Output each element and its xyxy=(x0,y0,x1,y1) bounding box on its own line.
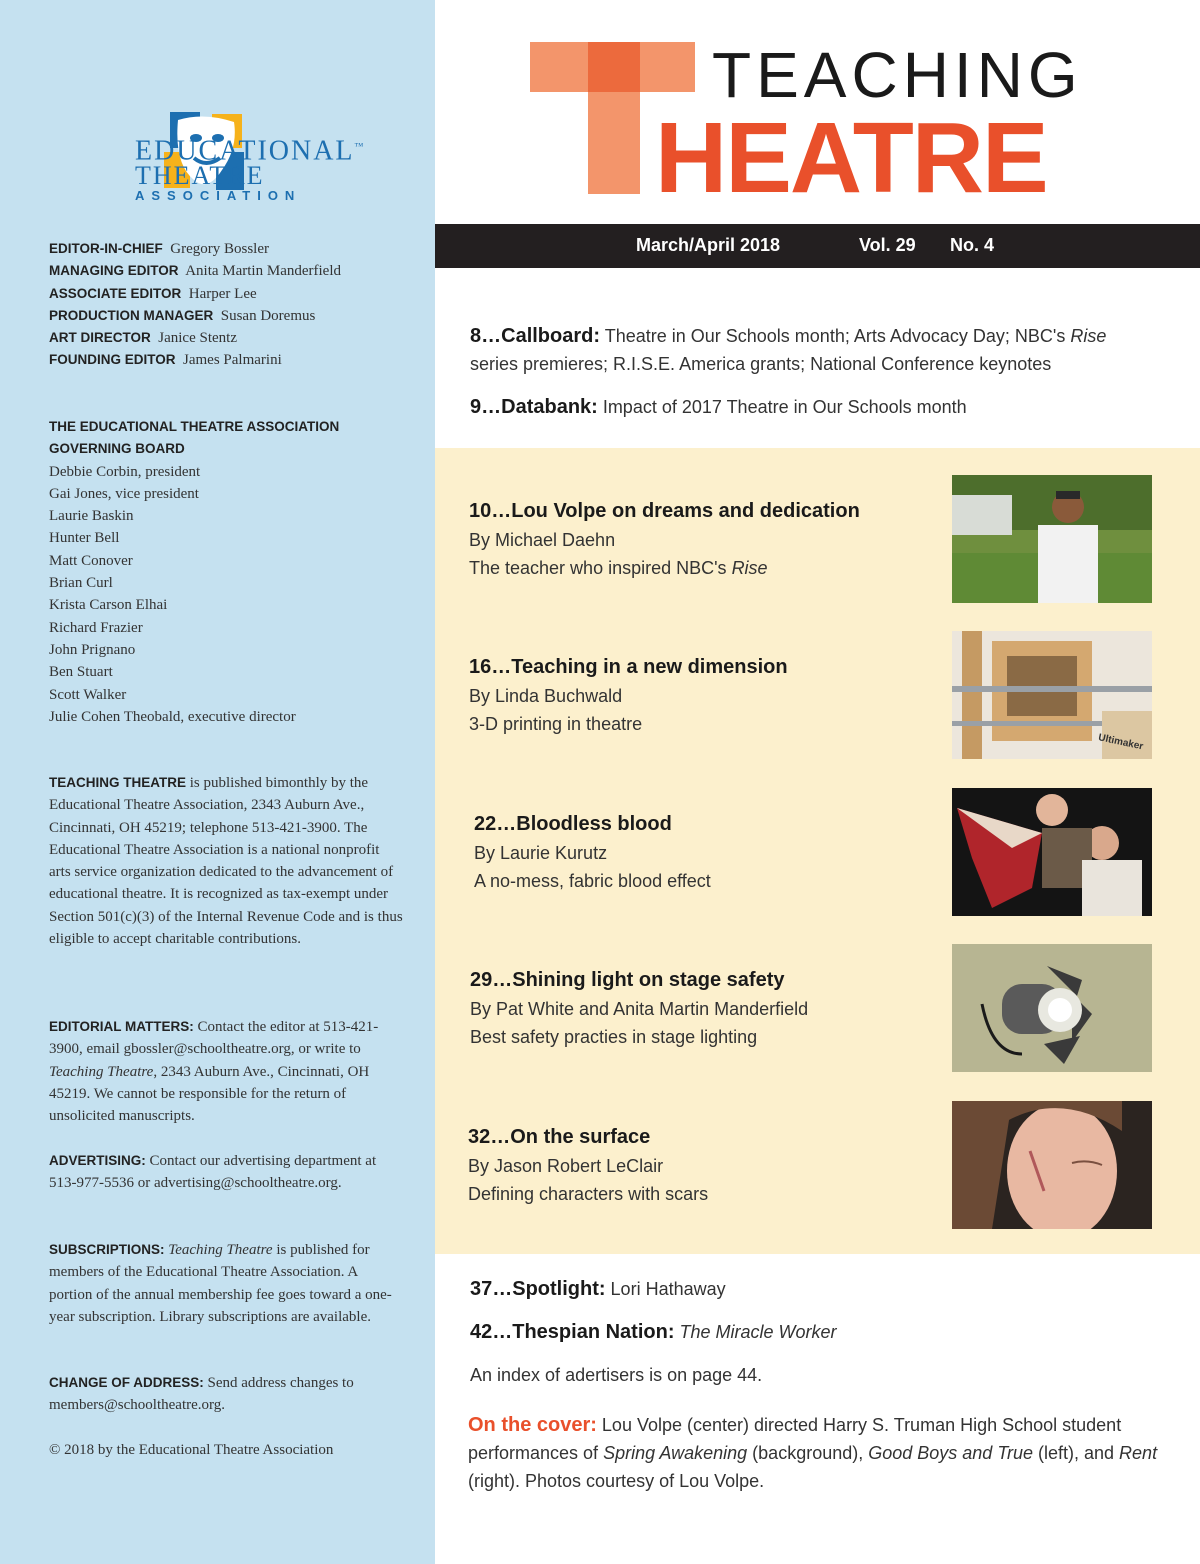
board-member: Scott Walker xyxy=(49,686,127,703)
staff-row: FOUNDING EDITOR James Palmarini xyxy=(49,352,282,369)
issue-number: No. 4 xyxy=(950,235,995,255)
staff-list xyxy=(49,238,419,372)
photo-3d-printer xyxy=(952,631,1152,759)
board-member: Richard Frazier xyxy=(49,619,143,636)
trademark-mark: ™ xyxy=(354,141,366,151)
staff-row: MANAGING EDITOR Anita Martin Manderfield xyxy=(49,263,341,280)
board-member: Julie Cohen Theobald, executive director xyxy=(49,708,296,725)
issue-date: March/April 2018 xyxy=(636,235,781,255)
board-member: Brian Curl xyxy=(49,575,113,592)
staff-row: PRODUCTION MANAGER Susan Doremus xyxy=(49,307,316,324)
board-member: Ben Stuart xyxy=(49,664,113,681)
board-member: John Prignano xyxy=(49,641,136,658)
masthead-teaching: TEACHING xyxy=(712,39,1083,111)
story-stage-safety[interactable]: 29…Shining light on stage safety By Pat White and Anita Martin Manderfield Best safety practies in stage lighting xyxy=(470,969,809,1047)
printer-brand-label: Ultimaker xyxy=(1097,732,1145,753)
toc-entry-databank[interactable]: 9…Databank: Impact of 2017 Theatre in Our Schools month xyxy=(470,396,967,418)
staff-row: ART DIRECTOR Janice Stentz xyxy=(49,330,237,347)
eta-line-2: THEATRE xyxy=(135,161,265,191)
change-of-address: CHANGE OF ADDRESS: Send address changes to members@schooltheatre.org. xyxy=(49,1375,354,1414)
story-3d-printing[interactable]: 16…Teaching in a new dimension By Linda Buchwald 3-D printing in theatre xyxy=(469,656,788,734)
board-member: Hunter Bell xyxy=(49,530,120,547)
photo-stage-light xyxy=(952,944,1152,1072)
toc-entry-thespian-nation[interactable]: 42…Thespian Nation: The Miracle Worker xyxy=(470,1321,837,1343)
story-bloodless-blood[interactable]: 22…Bloodless blood By Laurie Kurutz A no-mess, fabric blood effect xyxy=(474,813,711,891)
eta-wordmark xyxy=(135,133,365,204)
board-heading: GOVERNING BOARD xyxy=(49,441,185,457)
board-heading: THE EDUCATIONAL THEATRE ASSOCIATION xyxy=(49,419,340,434)
masthead-sidebar xyxy=(0,0,435,1564)
masthead-theatre: HEATRE xyxy=(655,102,1047,214)
governing-board xyxy=(49,416,419,728)
staff-row: EDITOR-IN-CHIEF Gregory Bossler xyxy=(49,241,269,257)
story-on-the-surface[interactable]: 32…On the surface By Jason Robert LeClair Defining characters with scars xyxy=(468,1126,709,1204)
toc-entry-callboard[interactable]: 8…Callboard: Theatre in Our Schools month; Arts Advocacy Day; NBC's Rise series premieres; R.I.S.E. America grants; National Conference keynotes xyxy=(470,325,1107,374)
photo-scar-makeup xyxy=(952,1101,1152,1229)
issue-bar xyxy=(435,224,1200,268)
staff-row: ASSOCIATE EDITOR Harper Lee xyxy=(49,285,257,302)
board-member: Debbie Corbin, president xyxy=(49,463,201,480)
editorial-matters: EDITORIAL MATTERS: Contact the editor at 513-421-3900, email gbossler@schooltheatre.org, or write to Teaching Theatre, 2343 Auburn Ave., Cincinnati, OH 45219. We cannot be responsible for the return of unsolicited manuscripts. xyxy=(49,1019,379,1125)
eta-line-1: EDUCATIONAL xyxy=(135,135,355,167)
board-member: Laurie Baskin xyxy=(49,508,134,525)
board-member: Matt Conover xyxy=(49,552,133,569)
issue-volume: Vol. 29 xyxy=(859,235,916,255)
cover-caption: On the cover: Lou Volpe (center) directed Harry S. Truman High School student performances of Spring Awakening (background), Good Boys and True (left), and Rent (right). Photos courtesy of Lou Volpe. xyxy=(468,1414,1158,1491)
advertising-info: ADVERTISING: Contact our advertising department at 513-977-5536 or advertising@schooltheatre.org. xyxy=(49,1153,377,1192)
publication-info: TEACHING THEATRE is published bimonthly by the Educational Theatre Association, 2343 Auburn Ave., Cincinnati, OH 45219; telephone 513-421-3900. The Educational Theatre Association is a national nonprofit arts service organization dedicated to the advancement of educational theatre. It is recognized as tax-exempt under Section 501(c)(3) of the Internal Revenue Code and is thus eligible to accept charitable contributions. xyxy=(49,775,403,948)
advertiser-index-note: An index of adertisers is on page 44. xyxy=(470,1365,763,1385)
photo-bloodless-blood xyxy=(952,788,1152,916)
story-lou-volpe[interactable]: 10…Lou Volpe on dreams and dedication By Michael Daehn The teacher who inspired NBC's Rise xyxy=(469,500,860,578)
eta-line-3: ASSOCIATION xyxy=(135,188,302,204)
photo-lou-volpe xyxy=(952,475,1152,603)
copyright: © 2018 by the Educational Theatre Association xyxy=(49,1442,334,1458)
board-member: Krista Carson Elhai xyxy=(49,597,168,614)
subscriptions-info: SUBSCRIPTIONS: Teaching Theatre is published for members of the Educational Theatre Association. A portion of the annual membership fee goes toward a one-year subscription. Library subscriptions are available. xyxy=(49,1242,392,1325)
board-member: Gai Jones, vice president xyxy=(49,485,199,502)
toc-entry-spotlight[interactable]: 37…Spotlight: Lori Hathaway xyxy=(470,1278,726,1300)
